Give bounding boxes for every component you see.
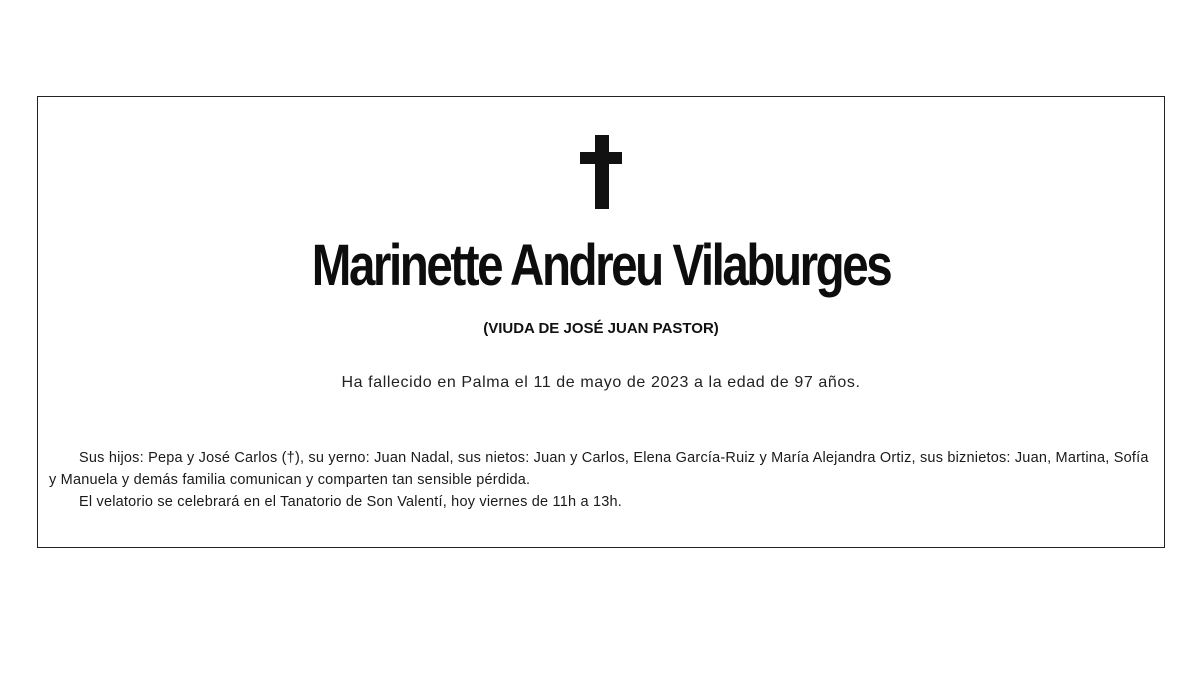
notice-body <box>49 447 1157 513</box>
deceased-name: Marinette Andreu Vilaburges <box>311 233 891 298</box>
widow-subtitle: (VIUDA DE JOSÉ JUAN PASTOR) <box>483 320 719 337</box>
obituary-notice <box>37 96 1165 548</box>
latin-cross-icon <box>580 135 624 213</box>
family-paragraph: Sus hijos: Pepa y José Carlos (†), su yerno: Juan Nadal, sus nietos: Juan y Carlos, Elena García-Ruiz y María Alejandra Ortiz, sus biznietos: Juan, Martina, Sofía y Manuela y demás familia comunican y comparten tan sensible pérdida. <box>49 450 1149 488</box>
death-announcement: Ha fallecido en Palma el 11 de mayo de 2023 a la edad de 97 años. <box>341 374 861 391</box>
wake-paragraph: El velatorio se celebrará en el Tanatorio de Son Valentí, hoy viernes de 11h a 13h. <box>79 494 622 510</box>
